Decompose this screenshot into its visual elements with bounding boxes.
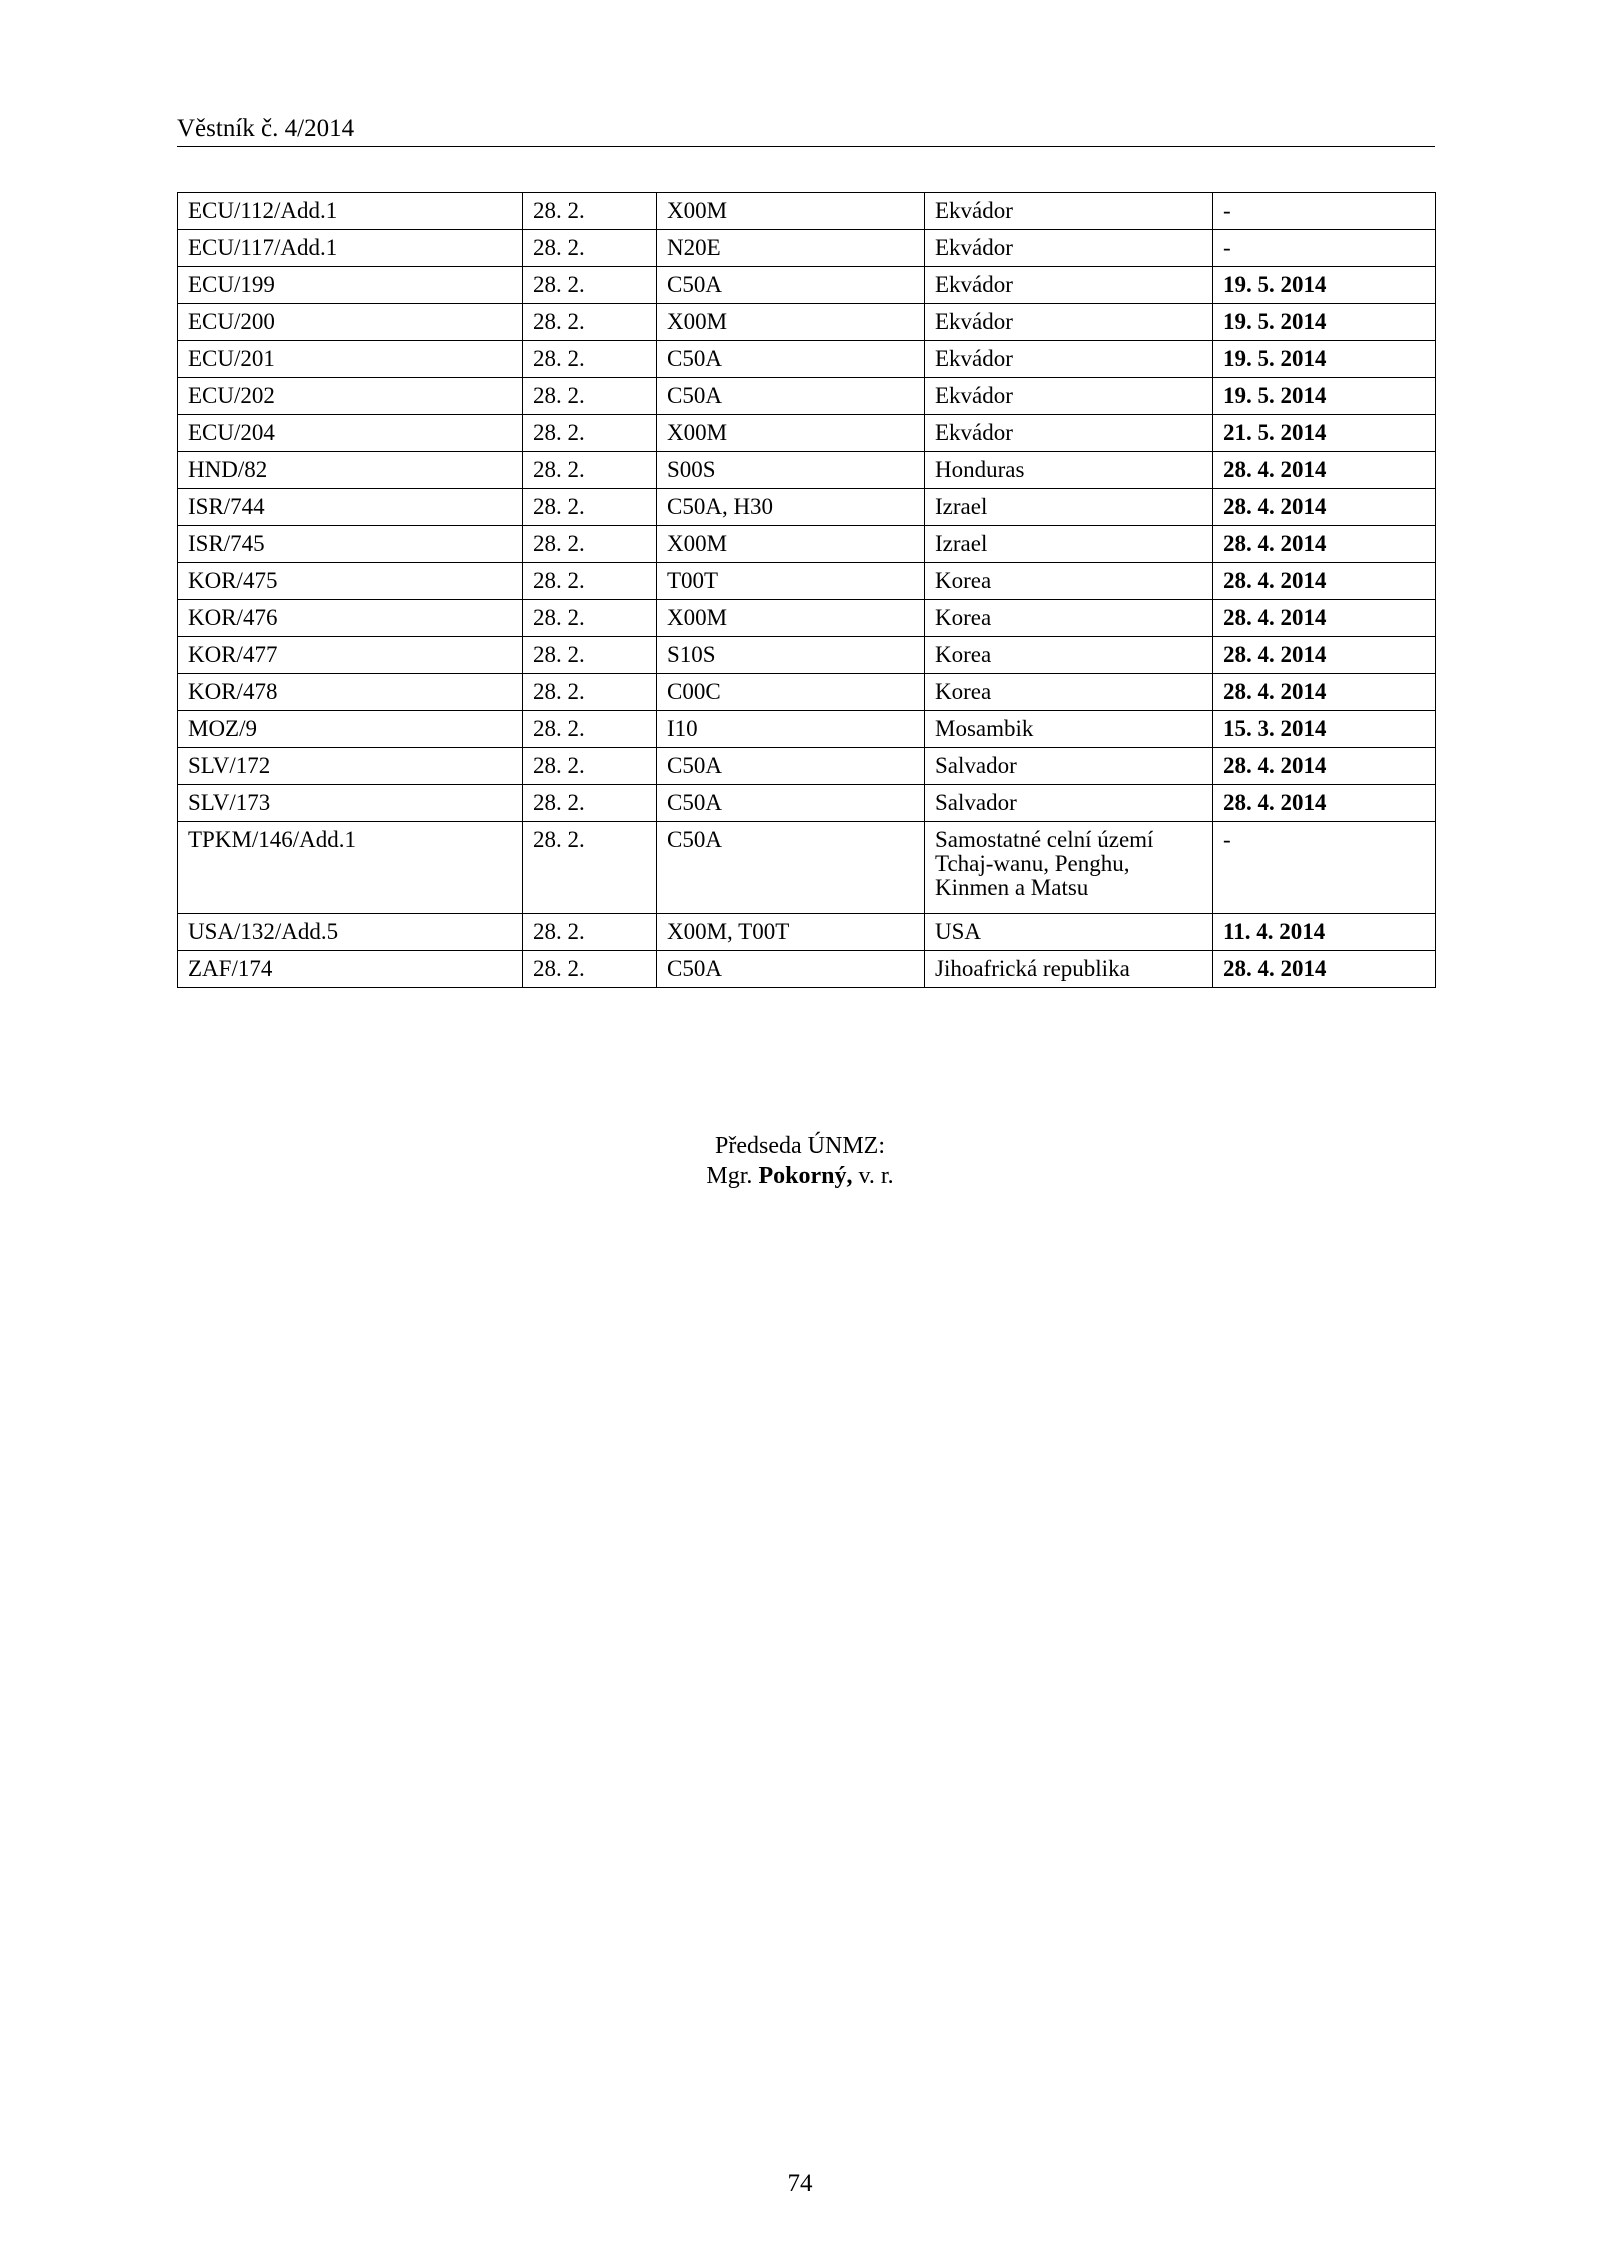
cell-date: 28. 2. xyxy=(523,822,657,914)
table-row xyxy=(178,452,1436,489)
cell-date: 28. 2. xyxy=(523,415,657,452)
cell-code: C50A xyxy=(657,785,925,822)
cell-deadline: - xyxy=(1213,822,1436,914)
cell-code: S10S xyxy=(657,637,925,674)
cell-date: 28. 2. xyxy=(523,304,657,341)
cell-deadline: - xyxy=(1213,193,1436,230)
cell-country: Ekvádor xyxy=(925,415,1213,452)
cell-country: Korea xyxy=(925,637,1213,674)
table-row xyxy=(178,637,1436,674)
cell-symbol: ECU/112/Add.1 xyxy=(178,193,523,230)
table-row xyxy=(178,526,1436,563)
cell-symbol: ECU/117/Add.1 xyxy=(178,230,523,267)
cell-deadline: 28. 4. 2014 xyxy=(1213,600,1436,637)
cell-date: 28. 2. xyxy=(523,674,657,711)
cell-deadline: 15. 3. 2014 xyxy=(1213,711,1436,748)
cell-symbol: ISR/745 xyxy=(178,526,523,563)
cell-country: Mosambik xyxy=(925,711,1213,748)
cell-deadline: 21. 5. 2014 xyxy=(1213,415,1436,452)
cell-country: Korea xyxy=(925,674,1213,711)
cell-date: 28. 2. xyxy=(523,230,657,267)
cell-code: C00C xyxy=(657,674,925,711)
cell-symbol: SLV/172 xyxy=(178,748,523,785)
cell-country: USA xyxy=(925,914,1213,951)
cell-date: 28. 2. xyxy=(523,914,657,951)
table-row xyxy=(178,951,1436,988)
bulletin-title: Věstník č. 4/2014 xyxy=(177,115,355,142)
cell-date: 28. 2. xyxy=(523,526,657,563)
cell-symbol: ECU/199 xyxy=(178,267,523,304)
cell-symbol: ECU/204 xyxy=(178,415,523,452)
table-row xyxy=(178,341,1436,378)
cell-country: Ekvádor xyxy=(925,341,1213,378)
table-row xyxy=(178,193,1436,230)
cell-code: C50A xyxy=(657,822,925,914)
cell-date: 28. 2. xyxy=(523,748,657,785)
cell-country: Samostatné celní území Tchaj-wanu, Penghu, Kinmen a Matsu xyxy=(925,822,1213,914)
cell-symbol: ISR/744 xyxy=(178,489,523,526)
table-row xyxy=(178,914,1436,951)
cell-date: 28. 2. xyxy=(523,267,657,304)
cell-deadline: 28. 4. 2014 xyxy=(1213,563,1436,600)
cell-country: Korea xyxy=(925,563,1213,600)
cell-date: 28. 2. xyxy=(523,452,657,489)
cell-code: X00M xyxy=(657,193,925,230)
table-row xyxy=(178,230,1436,267)
table-row xyxy=(178,748,1436,785)
cell-code: C50A xyxy=(657,748,925,785)
cell-code: T00T xyxy=(657,563,925,600)
signature-suffix: v. r. xyxy=(852,1163,894,1189)
cell-deadline: 19. 5. 2014 xyxy=(1213,304,1436,341)
cell-date: 28. 2. xyxy=(523,637,657,674)
cell-code: C50A xyxy=(657,378,925,415)
cell-symbol: KOR/477 xyxy=(178,637,523,674)
cell-deadline: 28. 4. 2014 xyxy=(1213,785,1436,822)
cell-code: X00M xyxy=(657,600,925,637)
cell-deadline: 19. 5. 2014 xyxy=(1213,378,1436,415)
cell-country: Honduras xyxy=(925,452,1213,489)
cell-deadline: 28. 4. 2014 xyxy=(1213,951,1436,988)
cell-code: N20E xyxy=(657,230,925,267)
cell-date: 28. 2. xyxy=(523,489,657,526)
cell-code: I10 xyxy=(657,711,925,748)
cell-code: X00M, T00T xyxy=(657,914,925,951)
cell-deadline: 28. 4. 2014 xyxy=(1213,748,1436,785)
cell-code: C50A xyxy=(657,951,925,988)
signature-block xyxy=(0,1131,1600,1191)
cell-symbol: TPKM/146/Add.1 xyxy=(178,822,523,914)
cell-deadline: - xyxy=(1213,230,1436,267)
cell-deadline: 28. 4. 2014 xyxy=(1213,489,1436,526)
cell-symbol: ECU/201 xyxy=(178,341,523,378)
cell-deadline: 28. 4. 2014 xyxy=(1213,674,1436,711)
cell-country: Ekvádor xyxy=(925,304,1213,341)
signature-prefix: Mgr. xyxy=(706,1163,759,1189)
cell-country: Salvador xyxy=(925,748,1213,785)
cell-symbol: ECU/200 xyxy=(178,304,523,341)
cell-date: 28. 2. xyxy=(523,600,657,637)
table-row xyxy=(178,674,1436,711)
table-row xyxy=(178,785,1436,822)
notifications-table xyxy=(177,192,1436,988)
cell-symbol: KOR/475 xyxy=(178,563,523,600)
table-row xyxy=(178,304,1436,341)
cell-code: C50A xyxy=(657,267,925,304)
cell-code: X00M xyxy=(657,304,925,341)
signature-role: Předseda ÚNMZ: xyxy=(715,1133,885,1159)
cell-code: X00M xyxy=(657,526,925,563)
cell-deadline: 28. 4. 2014 xyxy=(1213,637,1436,674)
cell-code: C50A xyxy=(657,341,925,378)
cell-symbol: ECU/202 xyxy=(178,378,523,415)
cell-code: X00M xyxy=(657,415,925,452)
table-row xyxy=(178,563,1436,600)
cell-code: S00S xyxy=(657,452,925,489)
cell-symbol: SLV/173 xyxy=(178,785,523,822)
cell-date: 28. 2. xyxy=(523,378,657,415)
cell-date: 28. 2. xyxy=(523,563,657,600)
cell-country: Ekvádor xyxy=(925,230,1213,267)
cell-symbol: MOZ/9 xyxy=(178,711,523,748)
table-row xyxy=(178,711,1436,748)
table-row xyxy=(178,378,1436,415)
cell-country: Ekvádor xyxy=(925,267,1213,304)
signature-line xyxy=(0,1161,1600,1191)
table-row xyxy=(178,415,1436,452)
cell-date: 28. 2. xyxy=(523,193,657,230)
cell-date: 28. 2. xyxy=(523,711,657,748)
cell-country: Izrael xyxy=(925,526,1213,563)
cell-deadline: 28. 4. 2014 xyxy=(1213,526,1436,563)
cell-date: 28. 2. xyxy=(523,785,657,822)
cell-deadline: 28. 4. 2014 xyxy=(1213,452,1436,489)
cell-deadline: 19. 5. 2014 xyxy=(1213,341,1436,378)
cell-country: Korea xyxy=(925,600,1213,637)
cell-deadline: 11. 4. 2014 xyxy=(1213,914,1436,951)
table-row xyxy=(178,822,1436,914)
table-row xyxy=(178,489,1436,526)
cell-date: 28. 2. xyxy=(523,341,657,378)
cell-symbol: ZAF/174 xyxy=(178,951,523,988)
cell-symbol: HND/82 xyxy=(178,452,523,489)
cell-code: C50A, H30 xyxy=(657,489,925,526)
table-row xyxy=(178,267,1436,304)
cell-symbol: KOR/478 xyxy=(178,674,523,711)
cell-date: 28. 2. xyxy=(523,951,657,988)
signature-name: Pokorný, xyxy=(758,1163,853,1189)
cell-symbol: USA/132/Add.5 xyxy=(178,914,523,951)
cell-country: Ekvádor xyxy=(925,378,1213,415)
cell-symbol: KOR/476 xyxy=(178,600,523,637)
cell-country: Salvador xyxy=(925,785,1213,822)
page-number: 74 xyxy=(787,2170,813,2197)
table-row xyxy=(178,600,1436,637)
cell-deadline: 19. 5. 2014 xyxy=(1213,267,1436,304)
cell-country: Ekvádor xyxy=(925,193,1213,230)
page-header xyxy=(177,112,1435,147)
cell-country: Jihoafrická republika xyxy=(925,951,1213,988)
notifications-table-body xyxy=(178,193,1436,988)
cell-country: Izrael xyxy=(925,489,1213,526)
